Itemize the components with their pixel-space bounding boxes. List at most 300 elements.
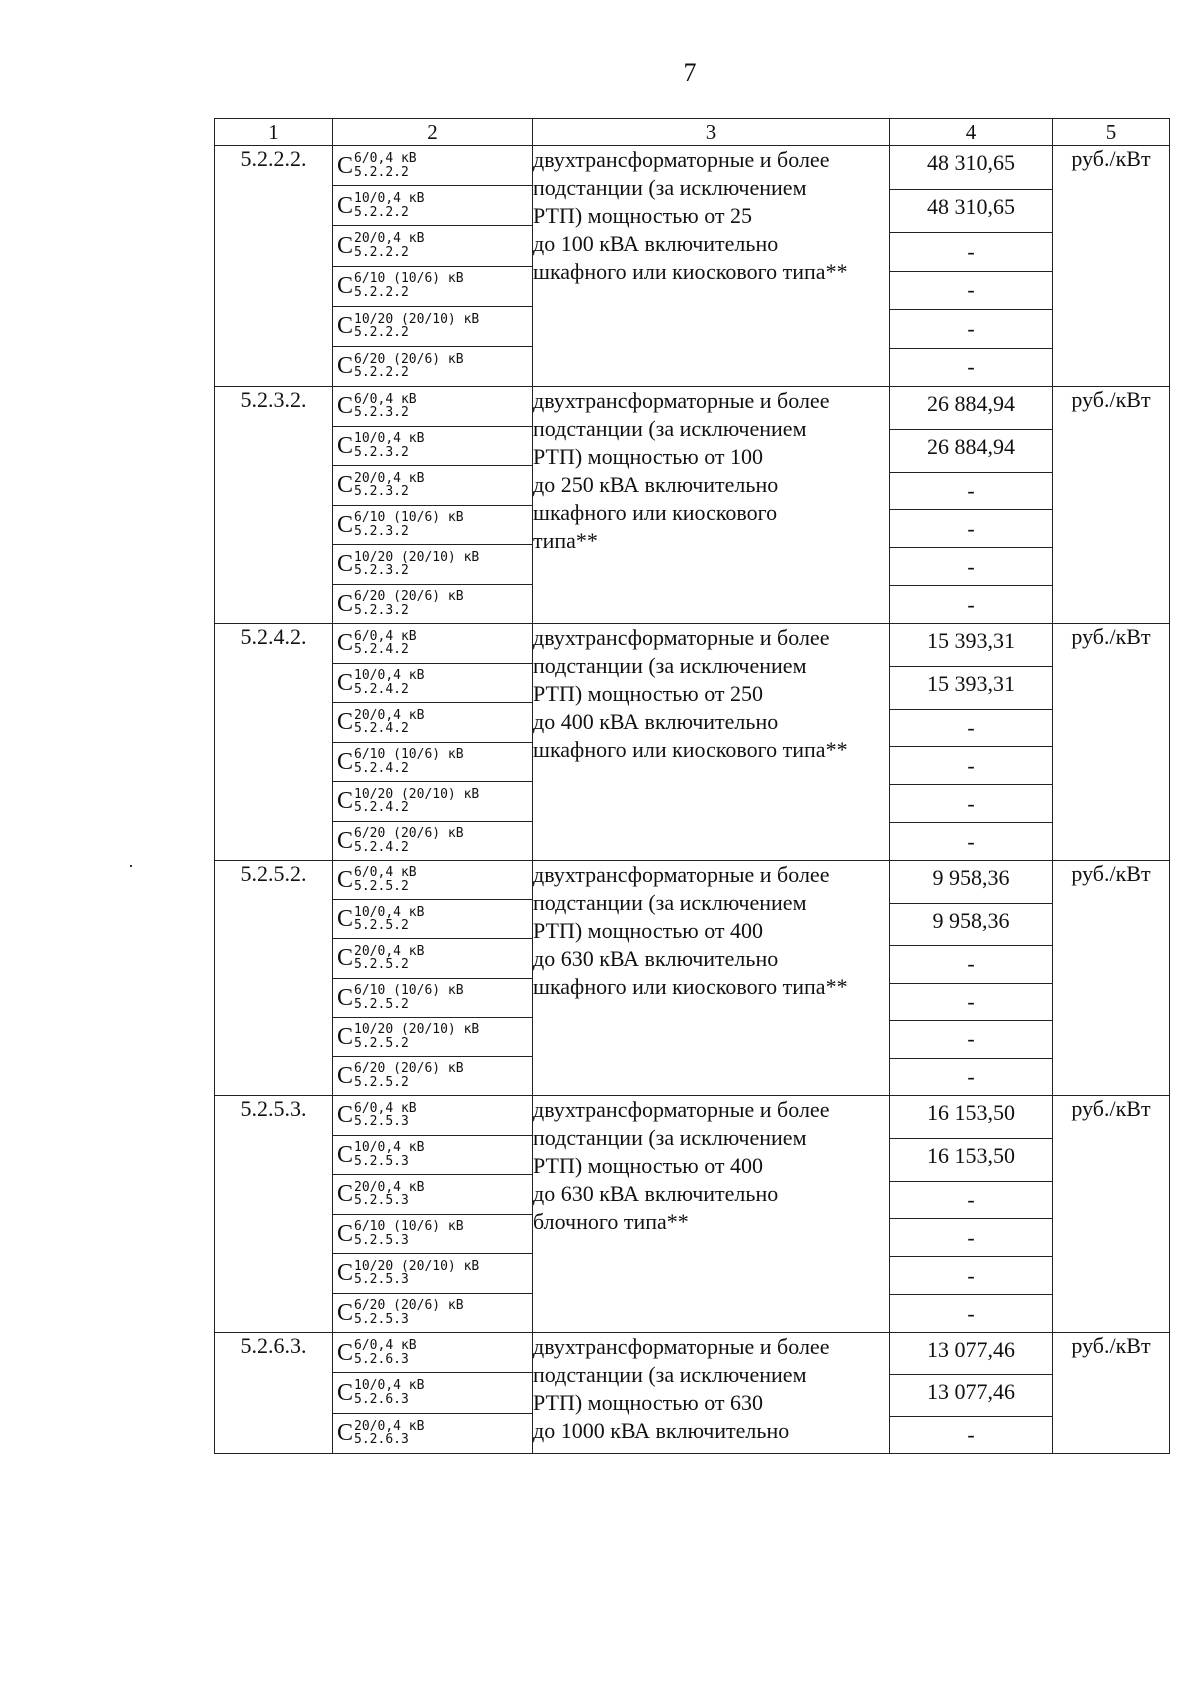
group-description: [533, 1096, 890, 1333]
symbol-indices: [354, 1339, 417, 1366]
symbol-letter: C: [337, 472, 354, 499]
symbol-indices: [354, 1102, 417, 1129]
symbol-subscript: 5.2.6.3: [354, 1432, 409, 1448]
symbol-letter: C: [337, 1299, 354, 1326]
symbol-subscript: 5.2.3.2: [354, 563, 409, 579]
tariff-value: -: [890, 547, 1052, 585]
symbol-superscript: 20/0,4 кВ: [354, 707, 425, 723]
symbol-superscript: 10/0,4 кВ: [354, 668, 425, 684]
symbol-indices: [354, 906, 424, 933]
description-line: шкафного или киоскового типа**: [533, 737, 848, 762]
symbol-row: [333, 1096, 532, 1135]
symbol-cell: [333, 624, 533, 861]
symbol-letter: C: [337, 984, 354, 1011]
description-line: до 630 кВА включительно: [533, 946, 779, 971]
description-line: РТП) мощностью от 250: [533, 681, 764, 706]
symbol-indices: [354, 551, 479, 578]
description-line: РТП) мощностью от 25: [533, 203, 753, 228]
symbol-row: [333, 1253, 532, 1293]
description-line: до 100 кВА включительно: [533, 231, 779, 256]
symbol-letter: C: [337, 353, 354, 380]
symbol-indices: [354, 866, 417, 893]
description-line: подстанции (за исключением: [533, 653, 807, 678]
symbol-indices: [354, 192, 424, 219]
symbol-subscript: 5.2.5.2: [354, 879, 409, 895]
tariff-value: -: [890, 784, 1052, 822]
tariff-value: -: [890, 1416, 1052, 1453]
group-code: 5.2.5.3.: [215, 1096, 333, 1333]
symbol-row: [333, 742, 532, 782]
tariff-group-row: [215, 146, 1170, 387]
symbol-cell: [333, 1333, 533, 1454]
symbol-letter: C: [337, 906, 354, 933]
symbol-letter: C: [337, 1260, 354, 1287]
description-line: РТП) мощностью от 400: [533, 918, 764, 943]
symbol-superscript: 10/0,4 кВ: [354, 191, 425, 207]
symbol-subscript: 5.2.5.3: [354, 1232, 409, 1248]
symbol-subscript: 5.2.3.2: [354, 405, 409, 421]
cost-symbol: [333, 192, 424, 219]
symbol-subscript: 5.2.5.2: [354, 1035, 409, 1051]
symbol-cell: [333, 1096, 533, 1333]
column-header: 3: [533, 119, 890, 146]
symbol-indices: [354, 1023, 479, 1050]
tariff-value: -: [890, 945, 1052, 983]
cost-symbol: [333, 1299, 464, 1326]
symbol-letter: C: [337, 1062, 354, 1089]
description-line: РТП) мощностью от 400: [533, 1153, 764, 1178]
symbol-letter: C: [337, 313, 354, 340]
symbol-indices: [354, 472, 424, 499]
symbol-row: [333, 861, 532, 899]
cost-symbol: [333, 630, 417, 657]
symbol-letter: C: [337, 1420, 354, 1447]
tariff-value: -: [890, 746, 1052, 784]
symbol-superscript: 6/20 (20/6) кВ: [354, 589, 464, 605]
group-unit: руб./кВт: [1053, 387, 1170, 624]
description-line: блочного типа**: [533, 1209, 689, 1234]
symbol-indices: [354, 590, 464, 617]
tariff-value: -: [890, 348, 1052, 387]
symbol-list: [333, 1096, 532, 1332]
symbol-indices: [354, 1299, 464, 1326]
cost-symbol: [333, 472, 424, 499]
symbol-row: [333, 938, 532, 977]
description-line: двухтрансформаторные и более: [533, 1097, 830, 1122]
cost-symbol: [333, 1023, 479, 1050]
cost-symbol: [333, 788, 479, 815]
symbol-row: [333, 387, 532, 426]
symbol-indices: [354, 1379, 424, 1406]
symbol-indices: [354, 1220, 464, 1247]
tariff-group-row: [215, 387, 1170, 624]
symbol-row: [333, 821, 532, 861]
group-description: [533, 146, 890, 387]
symbol-superscript: 10/0,4 кВ: [354, 904, 425, 920]
value-cell: [890, 1333, 1053, 1454]
group-description: [533, 624, 890, 861]
symbol-subscript: 5.2.2.2: [354, 365, 409, 381]
symbol-indices: [354, 1141, 424, 1168]
symbol-letter: C: [337, 192, 354, 219]
cost-symbol: [333, 1260, 479, 1287]
symbol-subscript: 5.2.3.2: [354, 484, 409, 500]
symbol-letter: C: [337, 1339, 354, 1366]
value-list: [890, 387, 1052, 623]
description-line: до 400 кВА включительно: [533, 709, 779, 734]
symbol-letter: C: [337, 709, 354, 736]
symbol-subscript: 5.2.5.3: [354, 1153, 409, 1169]
symbol-row: [333, 505, 532, 545]
symbol-subscript: 5.2.2.2: [354, 285, 409, 301]
symbol-indices: [354, 984, 464, 1011]
value-list: [890, 861, 1052, 1095]
symbol-subscript: 5.2.3.2: [354, 444, 409, 460]
description-line: до 250 кВА включительно: [533, 472, 779, 497]
symbol-subscript: 5.2.6.3: [354, 1391, 409, 1407]
tariff-table: [214, 118, 1170, 1454]
symbol-subscript: 5.2.3.2: [354, 602, 409, 618]
symbol-subscript: 5.2.5.2: [354, 957, 409, 973]
symbol-subscript: 5.2.5.3: [354, 1193, 409, 1209]
symbol-superscript: 6/0,4 кВ: [354, 391, 417, 407]
group-code: 5.2.3.2.: [215, 387, 333, 624]
symbol-superscript: 6/10 (10/6) кВ: [354, 982, 464, 998]
symbol-superscript: 10/20 (20/10) кВ: [354, 311, 480, 327]
symbol-indices: [354, 313, 479, 340]
symbol-row: [333, 1214, 532, 1254]
symbol-indices: [354, 748, 464, 775]
symbol-subscript: 5.2.5.2: [354, 996, 409, 1012]
tariff-value: -: [890, 822, 1052, 860]
symbol-superscript: 20/0,4 кВ: [354, 1179, 425, 1195]
tariff-value: 13 077,46: [890, 1374, 1052, 1416]
symbol-row: [333, 1413, 532, 1453]
group-unit: руб./кВт: [1053, 624, 1170, 861]
symbol-subscript: 5.2.5.3: [354, 1272, 409, 1288]
description-line: подстанции (за исключением: [533, 1362, 807, 1387]
description-line: типа**: [533, 528, 598, 553]
symbol-indices: [354, 945, 424, 972]
cost-symbol: [333, 1062, 464, 1089]
column-header: 2: [333, 119, 533, 146]
description-line: двухтрансформаторные и более: [533, 862, 830, 887]
description-line: до 1000 кВА включительно: [533, 1418, 790, 1443]
symbol-indices: [354, 432, 424, 459]
symbol-subscript: 5.2.2.2: [354, 244, 409, 260]
group-code: 5.2.4.2.: [215, 624, 333, 861]
column-header: 1: [215, 119, 333, 146]
symbol-superscript: 10/20 (20/10) кВ: [354, 549, 480, 565]
value-list: [890, 146, 1052, 386]
cost-symbol: [333, 1379, 424, 1406]
symbol-list: [333, 861, 532, 1095]
symbol-superscript: 6/20 (20/6) кВ: [354, 1298, 464, 1314]
cost-symbol: [333, 1181, 424, 1208]
symbol-list: [333, 624, 532, 860]
page-number: 7: [683, 58, 697, 87]
cost-symbol: [333, 511, 464, 538]
symbol-row: [333, 306, 532, 346]
symbol-row: [333, 225, 532, 265]
symbol-row: [333, 781, 532, 821]
cost-symbol: [333, 827, 464, 854]
symbol-subscript: 5.2.4.2: [354, 642, 409, 658]
symbol-letter: C: [337, 827, 354, 854]
description-line: двухтрансформаторные и более: [533, 147, 830, 172]
tariff-value: 26 884,94: [890, 429, 1052, 472]
cost-symbol: [333, 152, 417, 179]
description-line: РТП) мощностью от 630: [533, 1390, 764, 1415]
symbol-list: [333, 1333, 532, 1453]
tariff-value: -: [890, 709, 1052, 747]
symbol-superscript: 6/20 (20/6) кВ: [354, 351, 464, 367]
symbol-indices: [354, 393, 417, 420]
cost-symbol: [333, 551, 479, 578]
tariff-value: -: [890, 1020, 1052, 1058]
stray-mark: [130, 865, 132, 867]
symbol-indices: [354, 827, 464, 854]
description-line: шкафного или киоскового: [533, 500, 778, 525]
group-unit: руб./кВт: [1053, 146, 1170, 387]
cost-symbol: [333, 272, 464, 299]
cost-symbol: [333, 906, 424, 933]
symbol-letter: C: [337, 1023, 354, 1050]
symbol-cell: [333, 146, 533, 387]
tariff-value: -: [890, 509, 1052, 547]
group-description: [533, 861, 890, 1096]
tariff-value: -: [890, 585, 1052, 623]
symbol-row: [333, 584, 532, 624]
description-line: шкафного или киоскового типа**: [533, 974, 848, 999]
symbol-cell: [333, 387, 533, 624]
symbol-row: [333, 624, 532, 663]
group-description: [533, 387, 890, 624]
cost-symbol: [333, 1339, 417, 1366]
symbol-subscript: 5.2.4.2: [354, 681, 409, 697]
symbol-row: [333, 978, 532, 1017]
symbol-row: [333, 899, 532, 938]
tariff-value: -: [890, 1294, 1052, 1332]
symbol-indices: [354, 1420, 424, 1447]
symbol-row: [333, 1056, 532, 1095]
value-list: [890, 1333, 1052, 1453]
symbol-subscript: 5.2.6.3: [354, 1351, 409, 1367]
group-code: 5.2.2.2.: [215, 146, 333, 387]
cost-symbol: [333, 1141, 424, 1168]
description-line: двухтрансформаторные и более: [533, 388, 830, 413]
symbol-subscript: 5.2.4.2: [354, 721, 409, 737]
value-cell: [890, 861, 1053, 1096]
symbol-letter: C: [337, 152, 354, 179]
description-line: до 630 кВА включительно: [533, 1181, 779, 1206]
symbol-superscript: 20/0,4 кВ: [354, 1418, 425, 1434]
symbol-letter: C: [337, 393, 354, 420]
symbol-superscript: 6/20 (20/6) кВ: [354, 1061, 464, 1077]
symbol-indices: [354, 1181, 424, 1208]
symbol-row: [333, 1333, 532, 1372]
tariff-value: -: [890, 1218, 1052, 1256]
tariff-group-row: [215, 1096, 1170, 1333]
symbol-row: [333, 1135, 532, 1175]
symbol-subscript: 5.2.2.2: [354, 204, 409, 220]
cost-symbol: [333, 709, 424, 736]
tariff-value: 9 958,36: [890, 903, 1052, 946]
description-line: РТП) мощностью от 100: [533, 444, 764, 469]
cost-symbol: [333, 1102, 417, 1129]
symbol-cell: [333, 861, 533, 1096]
symbol-indices: [354, 272, 464, 299]
symbol-letter: C: [337, 551, 354, 578]
tariff-value: 13 077,46: [927, 1337, 1015, 1362]
symbol-superscript: 6/20 (20/6) кВ: [354, 826, 464, 842]
symbol-letter: C: [337, 1181, 354, 1208]
symbol-letter: C: [337, 432, 354, 459]
tariff-value: -: [890, 309, 1052, 348]
symbol-subscript: 5.2.4.2: [354, 760, 409, 776]
symbol-letter: C: [337, 273, 354, 300]
symbol-indices: [354, 630, 417, 657]
symbol-superscript: 20/0,4 кВ: [354, 943, 425, 959]
symbol-indices: [354, 232, 424, 259]
cost-symbol: [333, 984, 464, 1011]
symbol-superscript: 6/10 (10/6) кВ: [354, 271, 464, 287]
cost-symbol: [333, 313, 479, 340]
symbol-indices: [354, 709, 424, 736]
tariff-group-row: [215, 624, 1170, 861]
cost-symbol: [333, 945, 424, 972]
symbol-letter: C: [337, 788, 354, 815]
tariff-value: -: [890, 1181, 1052, 1219]
cost-symbol: [333, 1420, 424, 1447]
symbol-superscript: 10/0,4 кВ: [354, 1378, 425, 1394]
cost-symbol: [333, 393, 417, 420]
tariff-value: 16 153,50: [890, 1138, 1052, 1181]
value-cell: [890, 624, 1053, 861]
symbol-letter: C: [337, 1379, 354, 1406]
symbol-row: [333, 1017, 532, 1056]
symbol-superscript: 10/20 (20/10) кВ: [354, 1258, 480, 1274]
symbol-indices: [354, 152, 417, 179]
tariff-value: 15 393,31: [890, 666, 1052, 709]
symbol-superscript: 10/20 (20/10) кВ: [354, 786, 480, 802]
symbol-letter: C: [337, 867, 354, 894]
cost-symbol: [333, 866, 417, 893]
symbol-letter: C: [337, 1220, 354, 1247]
cost-symbol: [333, 669, 424, 696]
symbol-letter: C: [337, 748, 354, 775]
tariff-value: 26 884,94: [927, 391, 1015, 416]
symbol-indices: [354, 511, 464, 538]
symbol-superscript: 6/0,4 кВ: [354, 865, 417, 881]
symbol-row: [333, 185, 532, 225]
symbol-letter: C: [337, 669, 354, 696]
cost-symbol: [333, 432, 424, 459]
value-list: [890, 624, 1052, 860]
symbol-superscript: 10/0,4 кВ: [354, 1140, 425, 1156]
symbol-letter: C: [337, 590, 354, 617]
symbol-superscript: 10/20 (20/10) кВ: [354, 1022, 480, 1038]
symbol-superscript: 10/0,4 кВ: [354, 431, 425, 447]
symbol-letter: C: [337, 1141, 354, 1168]
symbol-list: [333, 146, 532, 386]
symbol-subscript: 5.2.5.2: [354, 1074, 409, 1090]
description-line: подстанции (за исключением: [533, 175, 807, 200]
symbol-superscript: 6/10 (10/6) кВ: [354, 747, 464, 763]
symbol-row: [333, 426, 532, 466]
group-code: 5.2.5.2.: [215, 861, 333, 1096]
value-cell: [890, 146, 1053, 387]
symbol-row: [333, 1174, 532, 1214]
symbol-superscript: 6/0,4 кВ: [354, 628, 417, 644]
column-header: 4: [890, 119, 1053, 146]
tariff-value: -: [890, 472, 1052, 510]
description-line: подстанции (за исключением: [533, 1125, 807, 1150]
symbol-row: [333, 663, 532, 703]
description-line: шкафного или киоскового типа**: [533, 259, 848, 284]
symbol-subscript: 5.2.4.2: [354, 800, 409, 816]
tariff-value: 48 310,65: [890, 189, 1052, 233]
symbol-row: [333, 465, 532, 505]
symbol-row: [333, 1293, 532, 1333]
tariff-value: 16 153,50: [927, 1100, 1015, 1125]
tariff-value: -: [890, 1058, 1052, 1096]
tariff-group-row: [215, 1333, 1170, 1454]
symbol-superscript: 20/0,4 кВ: [354, 470, 425, 486]
group-description: [533, 1333, 890, 1454]
group-code: 5.2.6.3.: [215, 1333, 333, 1454]
column-header: 5: [1053, 119, 1170, 146]
tariff-value: 48 310,65: [927, 150, 1015, 175]
symbol-indices: [354, 788, 479, 815]
tariff-value: -: [890, 1256, 1052, 1294]
value-cell: [890, 1096, 1053, 1333]
symbol-letter: C: [337, 1102, 354, 1129]
symbol-subscript: 5.2.2.2: [354, 325, 409, 341]
tariff-value: -: [890, 271, 1052, 310]
symbol-subscript: 5.2.3.2: [354, 523, 409, 539]
tariff-value: 9 958,36: [932, 865, 1010, 890]
symbol-indices: [354, 669, 424, 696]
symbol-superscript: 6/0,4 кВ: [354, 1338, 417, 1354]
symbol-superscript: 6/10 (10/6) кВ: [354, 510, 464, 526]
symbol-letter: C: [337, 232, 354, 259]
tariff-value: -: [890, 983, 1052, 1021]
header-row: [215, 119, 1170, 146]
symbol-list: [333, 387, 532, 623]
symbol-letter: C: [337, 511, 354, 538]
description-line: подстанции (за исключением: [533, 416, 807, 441]
cost-symbol: [333, 590, 464, 617]
cost-symbol: [333, 232, 424, 259]
tariff-value: 15 393,31: [927, 628, 1015, 653]
symbol-superscript: 20/0,4 кВ: [354, 231, 425, 247]
group-unit: руб./кВт: [1053, 1333, 1170, 1454]
symbol-superscript: 6/10 (10/6) кВ: [354, 1219, 464, 1235]
symbol-indices: [354, 1062, 464, 1089]
symbol-row: [333, 346, 532, 386]
symbol-row: [333, 702, 532, 742]
value-cell: [890, 387, 1053, 624]
description-line: двухтрансформаторные и более: [533, 625, 830, 650]
symbol-row: [333, 266, 532, 306]
symbol-subscript: 5.2.4.2: [354, 839, 409, 855]
symbol-subscript: 5.2.5.3: [354, 1311, 409, 1327]
tariff-value: -: [890, 232, 1052, 271]
description-line: двухтрансформаторные и более: [533, 1334, 830, 1359]
symbol-row: [333, 146, 532, 185]
symbol-superscript: 6/0,4 кВ: [354, 1100, 417, 1116]
